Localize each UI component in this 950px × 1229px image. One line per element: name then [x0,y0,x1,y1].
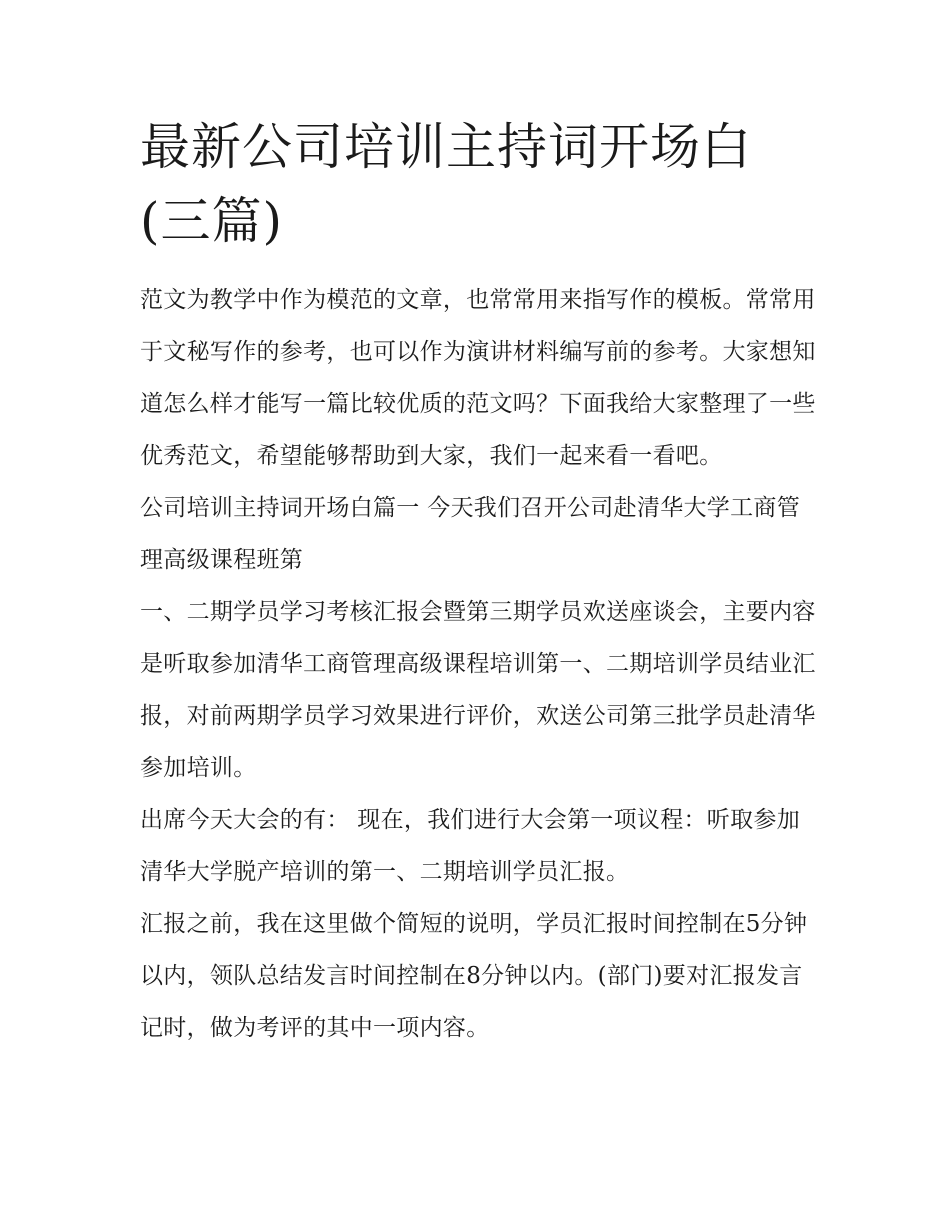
paragraph-meeting-content: 一、二期学员学习考核汇报会暨第三期学员欢送座谈会，主要内容是听取参加清华工商管理高级课程培训第一、二期培训学员结业汇报，对前两期学员学习效果进行评价，欢送公司第三批学员赴清华参加培训。 [140,599,816,781]
document-title: 最新公司培训主持词开场白(三篇) [140,118,752,250]
paragraph-time-note: 汇报之前，我在这里做个简短的说明，学员汇报时间控制在5分钟以内，领队总结发言时间控制在8分钟以内。(部门)要对汇报发言记时，做为考评的其中一项内容。 [140,911,808,1041]
document-page [140,110,820,1054]
paragraph-attendees: 出席今天大会的有： 现在，我们进行大会第一项议程：听取参加清华大学脱产培训的第一、二期培训学员汇报。 [140,807,801,885]
paragraph-section-one-heading: 公司培训主持词开场白篇一 今天我们召开公司赴清华大学工商管理高级课程班第 [140,495,801,573]
paragraph-intro: 范文为教学中作为模范的文章，也常常用来指写作的模板。常常用于文秘写作的参考，也可以作为演讲材料编写前的参考。大家想知道怎么样才能写一篇比较优质的范文吗？下面我给大家整理了一些优秀范文，希望能够帮助到大家，我们一起来看一看吧。 [140,287,816,469]
